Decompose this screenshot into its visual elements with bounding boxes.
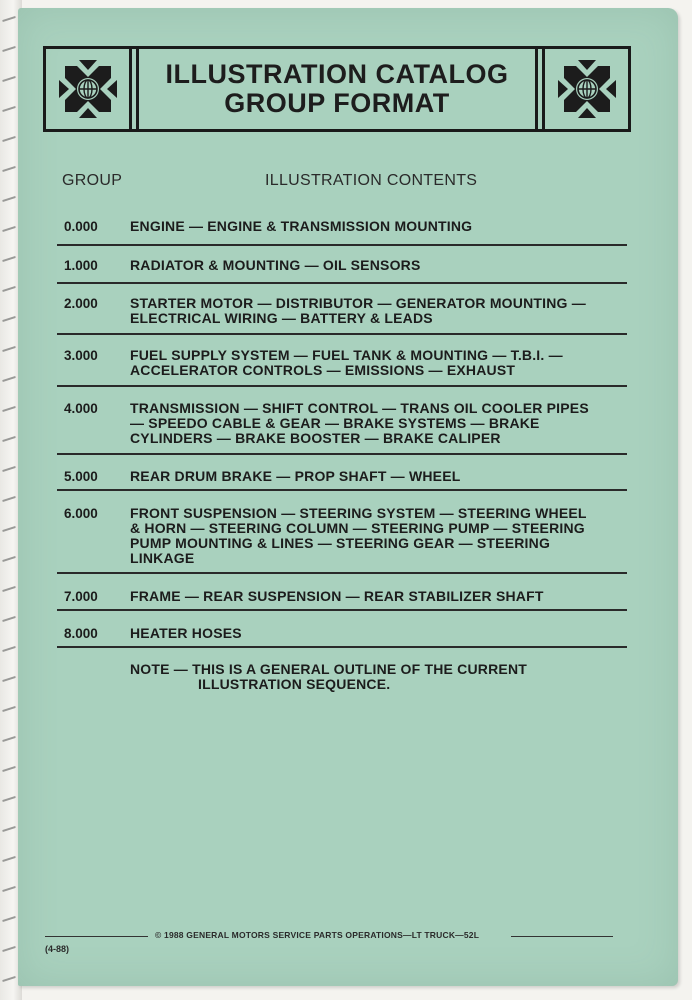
- binding-hole: [2, 376, 16, 382]
- group-number: 2.000: [64, 296, 98, 311]
- table-row: [57, 626, 627, 648]
- binding-hole: [2, 526, 16, 532]
- title-box: [136, 49, 538, 129]
- group-contents: TRANSMISSION — SHIFT CONTROL — TRANS OIL COOLER PIPES — SPEEDO CABLE & GEAR — BRAKE SYSTEMS — BRAKE CYLINDERS — BRAKE BOOSTER — BRAKE CALIPER: [130, 400, 589, 446]
- group-number: 3.000: [64, 348, 98, 363]
- group-contents: ENGINE — ENGINE & TRANSMISSION MOUNTING: [130, 218, 473, 234]
- binding-hole: [2, 616, 16, 622]
- table-row: [57, 296, 627, 335]
- group-contents: FUEL SUPPLY SYSTEM — FUEL TANK & MOUNTING — T.B.I. — ACCELERATOR CONTROLS — EMISSIONS — EXHAUST: [130, 347, 563, 378]
- emblem-icon: [57, 58, 119, 120]
- binding-hole: [2, 586, 16, 592]
- binding-hole: [2, 916, 16, 922]
- binding-hole: [2, 676, 16, 682]
- emblem-icon: [556, 58, 618, 120]
- group-contents: RADIATOR & MOUNTING — OIL SENSORS: [130, 257, 421, 273]
- binding-hole: [2, 976, 16, 982]
- table-row: [57, 401, 627, 455]
- binding-hole: [2, 76, 16, 82]
- binding-hole: [2, 106, 16, 112]
- binding-hole: [2, 826, 16, 832]
- revision-code: (4-88): [45, 944, 70, 954]
- group-number: 4.000: [64, 401, 98, 416]
- catalog-header: [43, 46, 631, 132]
- binding-hole: [2, 736, 16, 742]
- table-row: [57, 348, 627, 387]
- binding-hole: [2, 196, 16, 202]
- note-line2: ILLUSTRATION SEQUENCE.: [198, 676, 391, 692]
- binding-hole: [2, 436, 16, 442]
- column-header-group: GROUP: [62, 172, 123, 189]
- column-header-contents: ILLUSTRATION CONTENTS: [265, 172, 478, 189]
- group-number: 7.000: [64, 589, 98, 604]
- binding-hole: [2, 886, 16, 892]
- binding-hole: [2, 556, 16, 562]
- binding-hole: [2, 856, 16, 862]
- group-number: 5.000: [64, 469, 98, 484]
- group-number: 8.000: [64, 626, 98, 641]
- group-contents: REAR DRUM BRAKE — PROP SHAFT — WHEEL: [130, 468, 461, 484]
- page-title-line1: ILLUSTRATION CATALOG: [165, 59, 509, 89]
- table-row: [57, 506, 627, 574]
- page-footer: [45, 929, 620, 959]
- group-contents: FRAME — REAR SUSPENSION — REAR STABILIZER SHAFT: [130, 588, 544, 604]
- binding-hole: [2, 136, 16, 142]
- table-row: [57, 589, 627, 611]
- group-contents: STARTER MOTOR — DISTRIBUTOR — GENERATOR MOUNTING — ELECTRICAL WIRING — BATTERY & LEADS: [130, 295, 586, 326]
- binding-hole: [2, 16, 16, 22]
- group-contents: FRONT SUSPENSION — STEERING SYSTEM — STEERING WHEEL & HORN — STEERING COLUMN — STEERING PUMP — STEERING PUMP MOUNTING & LINES — STEERING GEAR — STEERING LINKAGE: [130, 505, 587, 566]
- table-row: [57, 258, 627, 284]
- logo-right: [542, 49, 628, 129]
- binding-hole: [2, 166, 16, 172]
- binding-hole: [2, 706, 16, 712]
- copyright-text: © 1988 GENERAL MOTORS SERVICE PARTS OPERATIONS—LT TRUCK—52L: [155, 930, 480, 940]
- table-row: [57, 469, 627, 491]
- page-title-line2: GROUP FORMAT: [224, 88, 450, 118]
- green-sheet: [18, 8, 678, 986]
- binding-hole: [2, 286, 16, 292]
- table-row: [57, 219, 627, 246]
- footer-rule: [511, 936, 613, 937]
- binding-hole: [2, 796, 16, 802]
- binding-hole: [2, 646, 16, 652]
- group-number: 1.000: [64, 258, 98, 273]
- group-contents: HEATER HOSES: [130, 625, 242, 641]
- binding-hole: [2, 766, 16, 772]
- binding-hole: [2, 466, 16, 472]
- logo-left: [46, 49, 132, 129]
- binding-hole: [2, 316, 16, 322]
- outline-note: [130, 662, 527, 692]
- binding-hole: [2, 346, 16, 352]
- group-number: 0.000: [64, 219, 98, 234]
- binding-hole: [2, 256, 16, 262]
- note-line1: NOTE — THIS IS A GENERAL OUTLINE OF THE CURRENT: [130, 661, 528, 677]
- binding-hole: [2, 406, 16, 412]
- binding-hole: [2, 46, 16, 52]
- binding-hole: [2, 226, 16, 232]
- group-number: 6.000: [64, 506, 98, 521]
- footer-rule: [45, 936, 148, 937]
- binding-hole: [2, 496, 16, 502]
- binding-hole: [2, 946, 16, 952]
